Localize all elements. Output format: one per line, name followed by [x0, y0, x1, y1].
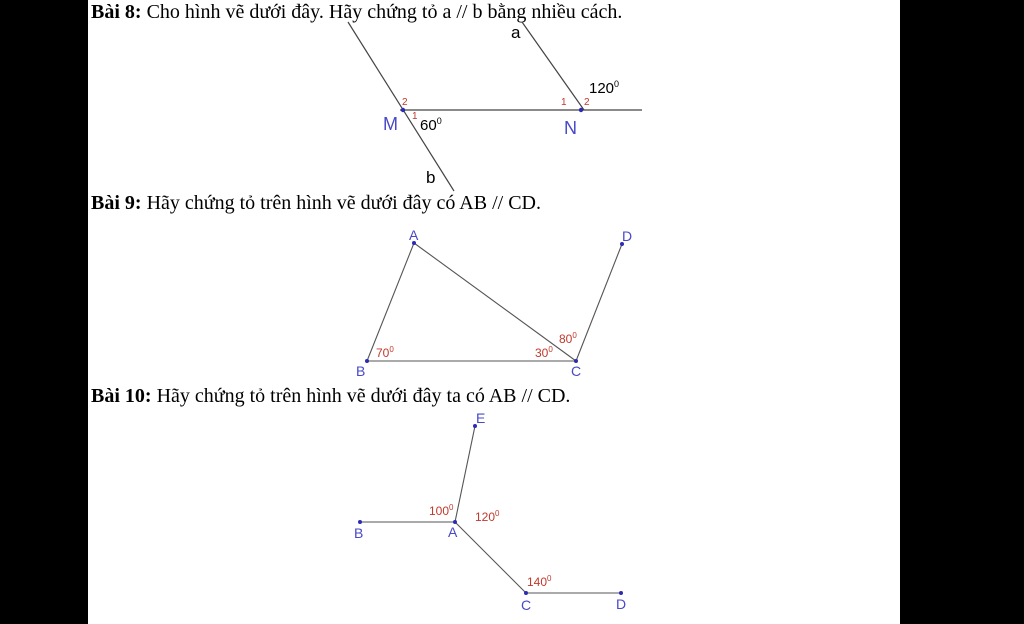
- point-a-label: A: [409, 227, 419, 243]
- point-c-label: C: [571, 363, 582, 379]
- point-b-label: B: [356, 363, 366, 379]
- point-a-label: A: [448, 524, 458, 540]
- point-b-dot: [365, 359, 369, 363]
- angle-n2-label: 2: [584, 97, 590, 108]
- point-n-label: N: [564, 118, 577, 138]
- angle-c-value: $140^0$: [527, 574, 552, 589]
- point-m-label: M: [383, 114, 398, 134]
- problem-8-label: Bài 8:: [91, 1, 142, 23]
- point-c-label: C: [521, 597, 532, 613]
- point-b-dot: [358, 520, 362, 524]
- angle-acb-value: $30^0$: [535, 345, 553, 360]
- line-b-label: b: [426, 168, 436, 187]
- segment-ac: [455, 522, 526, 593]
- problem-10-text: Hãy chứng tỏ trên hình vẽ dưới đây ta có AB // CD.: [151, 385, 571, 407]
- angle-acd-value: $80^0$: [559, 331, 577, 346]
- angle-b-value: $70^0$: [376, 345, 394, 360]
- point-e-label: E: [476, 410, 486, 426]
- figures-canvas: [88, 0, 900, 624]
- point-c-dot: [524, 591, 528, 595]
- point-b-label: B: [354, 525, 364, 541]
- problem-9-text: Hãy chứng tỏ trên hình vẽ dưới đây có AB // CD.: [141, 192, 541, 214]
- segment-cd: [576, 244, 622, 361]
- point-d-label: D: [622, 228, 633, 244]
- angle-m1-label: 1: [412, 111, 418, 122]
- problem-9-label: Bài 9:: [91, 192, 142, 214]
- angle-bae-value: $100^0$: [429, 503, 454, 518]
- line-b: [348, 22, 454, 191]
- point-m-dot: [401, 108, 405, 112]
- point-n-dot: [579, 108, 583, 112]
- segment-ab: [367, 243, 414, 361]
- line-a-label: a: [511, 23, 521, 42]
- angle-n1-label: 1: [561, 97, 567, 108]
- problem-8-text: Cho hình vẽ dưới đây. Hãy chứng tỏ a // b bằng nhiều cách.: [141, 1, 623, 23]
- angle-eac-value: $120^0$: [475, 509, 500, 524]
- figure-9: [356, 227, 632, 379]
- angle-m2-label: 2: [402, 97, 408, 108]
- segment-ae: [455, 426, 475, 522]
- problem-10-label: Bài 10:: [91, 385, 152, 407]
- angle-m-value: $60^0$: [420, 116, 442, 134]
- angle-n-value: $120^0$: [589, 79, 620, 97]
- segment-ac: [414, 243, 576, 361]
- line-a: [522, 22, 584, 110]
- point-d-dot: [619, 591, 623, 595]
- figure-10: [354, 410, 626, 613]
- worksheet-page: [88, 0, 900, 624]
- figure-8: [348, 22, 642, 191]
- point-d-label: D: [616, 596, 627, 612]
